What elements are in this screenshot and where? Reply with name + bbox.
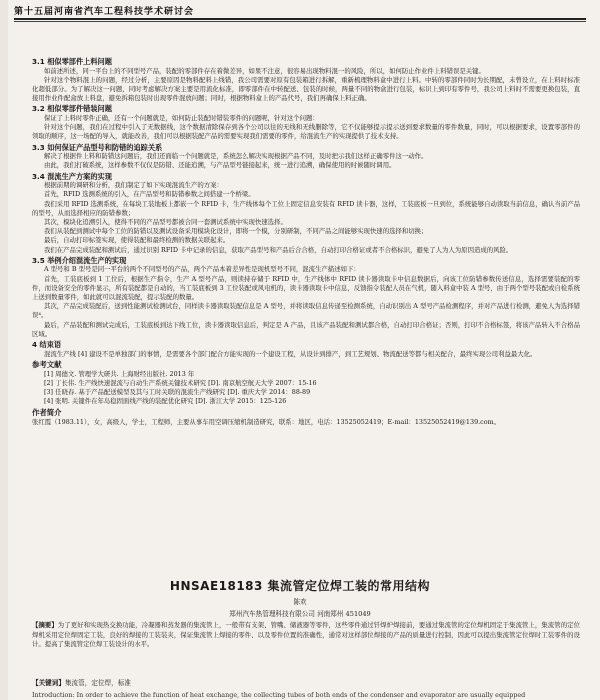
paragraph: 最后，产品装配和测试完成后，工装底板到达下线工位，读卡器读取信息后，判定是 A 产品，且该产品装配和测试都合格，自动打印合格证；否则，打印不合格标签，将该产品转入不合格品区域。 bbox=[32, 320, 580, 338]
paper2-author: 陈欢 bbox=[293, 598, 307, 606]
paragraph: 解决了根据件上料和防错这问题后，我们还面临一个问题就是，系统怎么解决实现根据产品不同，及时把示我们这样正确零件这一动作。 bbox=[44, 152, 428, 161]
abstract-text-continued: 提高了集流管定位焊工装设计的水平。 bbox=[44, 640, 154, 649]
paper2-keywords bbox=[32, 679, 580, 688]
paragraph: 首先，RFID 选测系统的引入，在产品型号和防错参数之间搭建一个桥梁。 bbox=[44, 190, 255, 199]
paragraph: 首先，工装底板到 1 工位后，根据生产指令，生产 A 型号产品，则读持存储于 RFID 中，生产线体中 RFID 读卡器读取卡中信息数据后，向该工位防错参数传送信息，选择需要装配的零件，而设备安全的零件显示，所有装配都是自动的，当工装底板到 3 工位装配或风电机的，读卡器读取卡中信息，反馈指令装配人员在气机，随入料盒中装 A 型号，由于两个型号装配或自检系统上送到数量零件，如此就可以混流装配，提示装配的数量。 bbox=[32, 274, 580, 302]
running-header: 第十五届河南省汽车工程科技学术研讨会 bbox=[14, 7, 195, 17]
paragraph: 我们在产品完成装配和测试后，通过识别 RFID 卡中记录的信息，获取产品型号和产品后合合格，自动打印合格证或者不合格标识，避免了人为人为原因造成的风险。 bbox=[44, 245, 513, 254]
abstract-label: 【摘要】 bbox=[32, 621, 58, 629]
paragraph: 由此，我们打破系统，这样参数不仅仅是防错、还能追溯，与产品型号链接起来，统一进行追溯，确保使用的时候随时调用。 bbox=[44, 161, 396, 170]
keywords-label: 【关键词】 bbox=[32, 679, 65, 687]
paragraph: 针对这个物料混上的问题，经过分析，主要原因是物料配料上线错，我公司需要对原有包装箱进行拆解，重新梳理物料盒中进行上料。中转的零部件同时为长期配，未曾设立，在上料时标准化超低部分。为了解决这一问题，同时考虑解决方案主要是用流化标准，即零部件在中转配送、包装的时候，两量不同的物盒进行包装，标识上到印有零件号，我公司上料时不需要更换包装，直接用作业件配盒放上料盘，避免拆箱包装时出现零件混放问题；同时，根据物料盒上的产品代号，我们再确保上料正确。 bbox=[32, 75, 580, 103]
paragraph: 保证了上料时零件正确，还有一个问题就是，如何防止装配时错装零件的问题呢，针对这个问题： bbox=[44, 114, 319, 122]
paragraph: 根据前期的调研和分析，我们制定了如下实现混流生产的方案： bbox=[44, 181, 223, 190]
reference-item: [4] 张明. 关键件在年岛稳固面线产线的装配优化研究 [D]. 浙江大学 2015：125-126 bbox=[44, 397, 287, 406]
reference-item: [3] 任晓春. 基于产品配送模型及其与工时关联的混流生产线研究 [D]. 重庆大学 2014：88-89 bbox=[44, 388, 311, 397]
paragraph: 其次，模块化追溯引入，使得不同的产品型号都被合同一套测试系统中实现快速选择。 bbox=[44, 218, 287, 227]
paragraph: 混流生产线 [4] 建设不是单独部门的事情，是需要各个部门配合方能实现的一个建设工程，从设计到排产，到工艺规划、物流配送等都与相关配合，最终实现公司利益最大化。 bbox=[44, 349, 537, 358]
paragraph: A 型号和 B 型号是同一平台的两个不同型号的产品，两个产品本着差异性是现机型号不同，混流生产描述如下： bbox=[44, 265, 360, 274]
section-heading-3-5: 3.5 举例介绍混流生产的实现 bbox=[32, 255, 127, 265]
section-heading-3-3: 3.3 如何保证产品型号和防错的追踪关系 bbox=[32, 142, 163, 152]
paragraph: 我们采用 RFID 选测系统，在每块工装地板上都嵌一个 RFID 卡，生产线体每个工位上固定信息安装有 RFID 读卡器，这样，工装底板一旦到位，系统能够自动读取当前信息，确认当前产品的型号，从而选择相应的防错参数； bbox=[32, 199, 580, 217]
references-title: 参考文献 bbox=[32, 359, 62, 369]
paper2-title: HNSAE18183 集流管定位焊工装的常用结构 bbox=[169, 579, 431, 593]
keywords-text: 集流管，定位焊，标准 bbox=[64, 679, 131, 687]
english-intro-cut-line: Introduction: In order to achieve the function of heat exchange, the collecting tubes of both ends of the condenser and evaporator are usually equipped bbox=[32, 691, 526, 699]
paper2-affiliation: 郑州汽车热管理科技有限公司 河南郑州 451049 bbox=[229, 610, 371, 618]
reference-item: [2] 丁长伟. 生产线快速混流与自动生产系统关键技术研究 [D]. 南京航空航天大学 2007：15-16 bbox=[44, 379, 317, 388]
section-heading-3-4: 3.4 混流生产方案的实现 bbox=[32, 171, 112, 181]
section-heading-3-2: 3.2 相似零部件错装问题 bbox=[32, 104, 112, 114]
paragraph: 最后，自动打印标签实现，使得装配和最终检测的数据关联起来。 bbox=[44, 236, 230, 245]
section-heading-4: 4 结束语 bbox=[32, 340, 62, 350]
paragraph: 针对这个问题，我们在过程中引入了无数据线，这个数据清除保存到各个公司以往的无线和无线删除等，它不仅能够提示提示送到要求数量的零件数量，同时，可以根据要求，设置零部件的领取的顺序，这一场配的导入，就能改善，我们可以根据装配产品的需要实现我们需要的零件，给混流生产的实现提供了技术支持。 bbox=[32, 123, 580, 141]
author-intro-title: 作者简介 bbox=[32, 407, 62, 417]
section-heading-3-1: 3.1 相似零部件上料问题 bbox=[32, 57, 112, 66]
author-intro-text: 张红霞（1983.11），女，高级人，学士，工程师，主要从事车用空调压缩机制造研究，联系：地区，电话：13525052419；E-mail：13525052419@139.com。 bbox=[32, 417, 501, 426]
paragraph: 其次，产品完成装配后，送到性能测试检测试台，同样读卡器读取装配信息是 A 型号，并将读取信息传递至检测系统，自动识别出 A 型号产品检测程序，并对产品进行检测，避免人为选择错误⁴。 bbox=[32, 302, 580, 320]
paper2-abstract bbox=[32, 621, 580, 650]
page-shadow-edge bbox=[0, 0, 8, 700]
header-rule bbox=[14, 18, 586, 20]
paper-body bbox=[32, 56, 580, 427]
abstract-text: 为了更好和实现热交换功能，冷凝器和蒸发器的集流管上，一般带有支架、管嘴、储液器等零件，这些零件通过钎焊炉焊接前，要通过集流管的定位焊机固定于集流管上，集流管的定位焊机采用定位焊固定工装，良好的焊接的工装装夹，保证集流管上焊接的零件、以及零件位置的准确性，通常对这样部位焊接的产品的质量进行控制，因此可以提出集流管定位焊时工装零件的设计。 bbox=[32, 621, 581, 649]
paragraph: 如前述所述，同一平台上的不同型号产品，装配的零部件存在着微差异，如果不注意，很容易出现物料混一的风险，所以，如何防止作业件上料错误是关键。 bbox=[44, 66, 485, 75]
header-rule-thin bbox=[14, 21, 586, 22]
reference-item: [1] 周德文. 管理学大研共. 上海财经出版社. 2013 年 bbox=[44, 369, 195, 378]
paragraph: 我们从装配到测试中每个工位的防错以及测试设备采用模块化设计，即将一个模，分别研制，不同产品之间能够实现快速的选择和切换； bbox=[44, 227, 428, 236]
